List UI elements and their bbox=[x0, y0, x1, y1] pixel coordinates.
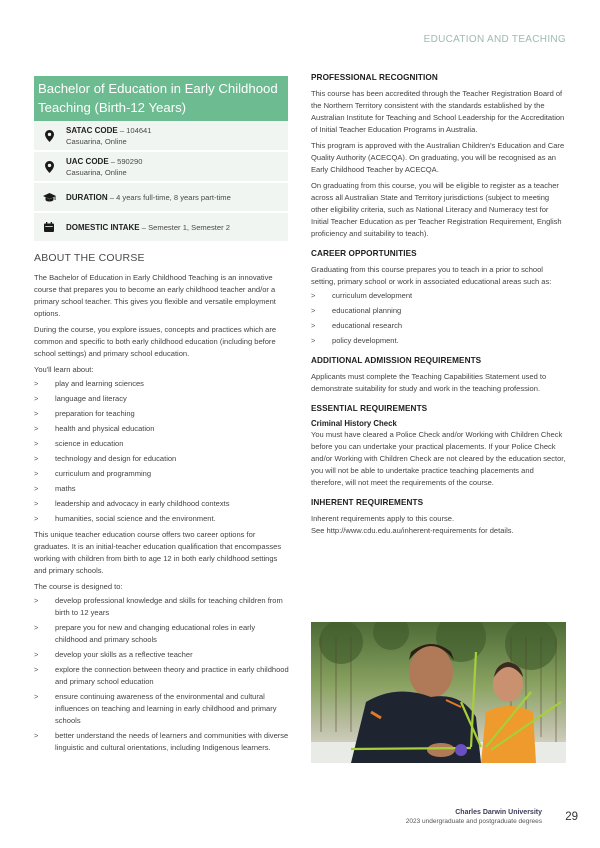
chevron-right-icon: > bbox=[34, 484, 39, 493]
designed-list bbox=[34, 595, 289, 754]
chevron-right-icon: > bbox=[34, 469, 39, 478]
chevron-right-icon: > bbox=[34, 439, 39, 448]
info-row-satac bbox=[34, 121, 288, 152]
list-item: > educational planning bbox=[311, 306, 402, 315]
professional-recognition-para-2: This program is approved with the Australian Children's Education and Care Quality Authority (ACECQA). On graduating, you will be recognised as an Early Childhood Teacher by ACECQA. bbox=[311, 141, 565, 174]
chevron-right-icon: > bbox=[311, 306, 316, 315]
list-item: > policy development. bbox=[311, 336, 399, 345]
list-item: > better understand the needs of learners and communities with diverse linguistic and cultural orientations, including Indigenous learners. bbox=[34, 731, 289, 752]
left-column bbox=[34, 76, 289, 757]
list-item: > science in education bbox=[34, 439, 124, 448]
info-row-intake bbox=[34, 213, 288, 243]
chevron-right-icon: > bbox=[34, 424, 39, 433]
course-info-box bbox=[34, 76, 288, 243]
professional-recognition-title: PROFESSIONAL RECOGNITION bbox=[311, 73, 438, 82]
additional-admission-title: ADDITIONAL ADMISSION REQUIREMENTS bbox=[311, 356, 482, 365]
chevron-right-icon: > bbox=[34, 692, 39, 701]
list-item: > explore the connection between theory and practice in early childhood and primary school education bbox=[34, 665, 289, 686]
list-item: > humanities, social science and the environment. bbox=[34, 514, 216, 523]
uac-campus: Casuarina, Online bbox=[66, 167, 127, 177]
list-item: > health and physical education bbox=[34, 424, 155, 433]
graduation-cap-icon bbox=[38, 193, 60, 202]
chevron-right-icon: > bbox=[34, 596, 39, 605]
footer-subtitle: 2023 undergraduate and postgraduate degrees bbox=[405, 818, 542, 825]
list-item: > maths bbox=[34, 484, 76, 493]
designed-intro: The course is designed to: bbox=[34, 582, 123, 591]
list-item: > language and literacy bbox=[34, 394, 127, 403]
duration-value: – 4 years full-time, 8 years part-time bbox=[107, 192, 231, 202]
chevron-right-icon: > bbox=[34, 514, 39, 523]
satac-label: SATAC CODE bbox=[66, 125, 118, 135]
list-item: > prepare you for new and changing educational roles in early childhood and primary schools bbox=[34, 623, 256, 644]
learn-list bbox=[34, 378, 289, 525]
inherent-requirements-line-1: Inherent requirements apply to this course. See http://www.cdu.edu.au/inherent-requirements for details. bbox=[311, 514, 514, 535]
running-head: EDUCATION AND TEACHING bbox=[423, 34, 566, 45]
chevron-right-icon: > bbox=[34, 623, 39, 632]
chevron-right-icon: > bbox=[311, 321, 316, 330]
about-title: ABOUT THE COURSE bbox=[34, 252, 145, 264]
info-row-uac bbox=[34, 152, 288, 183]
list-item: > develop professional knowledge and skills for teaching children from birth to 12 years bbox=[34, 596, 283, 617]
learn-intro: You'll learn about: bbox=[34, 365, 94, 374]
footer-university: Charles Darwin University bbox=[455, 809, 542, 816]
list-item: > preparation for teaching bbox=[34, 409, 135, 418]
chevron-right-icon: > bbox=[34, 731, 39, 740]
list-item: > curriculum development bbox=[311, 291, 413, 300]
additional-admission-text: Applicants must complete the Teaching Capabilities Statement used to demonstrate suitability for study and work in the teaching profession. bbox=[311, 372, 547, 393]
career-title: CAREER OPPORTUNITIES bbox=[311, 249, 417, 258]
chevron-right-icon: > bbox=[34, 409, 39, 418]
intake-label: DOMESTIC INTAKE bbox=[66, 222, 140, 232]
uac-label: UAC CODE bbox=[66, 156, 109, 166]
right-column bbox=[311, 72, 567, 537]
chevron-right-icon: > bbox=[34, 394, 39, 403]
chevron-right-icon: > bbox=[34, 665, 39, 674]
about-para-2: During the course, you explore issues, concepts and practices which are common and specific to both early childhood education (including before school settings) and primary school education. bbox=[34, 325, 277, 358]
page-number: 29 bbox=[565, 811, 578, 823]
chevron-right-icon: > bbox=[34, 499, 39, 508]
uac-value: – 590290 bbox=[108, 156, 143, 166]
list-item: > develop your skills as a reflective teacher bbox=[34, 650, 193, 659]
satac-value: – 104641 bbox=[117, 125, 152, 135]
chevron-right-icon: > bbox=[34, 650, 39, 659]
list-item: > ensure continuing awareness of the environmental and cultural influences on teaching and learning in early childhood and primary schools bbox=[34, 692, 277, 725]
chevron-right-icon: > bbox=[311, 336, 316, 345]
professional-recognition-para-1: This course has been accredited through the Teacher Registration Board of the Northern Territory consistent with the standards established by the Australian Institute for Teaching and School Leadership for the Accreditation of Initial Teacher Education Programs in Australia. bbox=[311, 89, 565, 134]
list-item: > educational research bbox=[311, 321, 403, 330]
career-intro: Graduating from this course prepares you to teach in a prior to school setting, primary school or work in associated educational areas such as: bbox=[311, 265, 552, 286]
essential-requirements-text: You must have cleared a Police Check and/or Working with Children Check before you can undertake your practical placements. If your Police Check and/or Working with Children Check are not cleared by the education sector, you will not be able to undertake practice teaching placements and therefore, will not meet the requirements of the course. bbox=[311, 430, 566, 487]
duration-label: DURATION bbox=[66, 192, 108, 202]
course-photo bbox=[311, 622, 566, 763]
info-row-duration bbox=[34, 183, 288, 213]
chevron-right-icon: > bbox=[311, 291, 316, 300]
inherent-requirements-title: INHERENT REQUIREMENTS bbox=[311, 498, 424, 507]
satac-campus: Casuarina, Online bbox=[66, 136, 127, 146]
location-pin-icon bbox=[38, 161, 60, 173]
criminal-history-check-title: Criminal History Check bbox=[311, 419, 397, 428]
list-item: > curriculum and programming bbox=[34, 469, 152, 478]
calendar-icon bbox=[38, 222, 60, 232]
photo-illustration bbox=[311, 622, 566, 763]
about-para-1: The Bachelor of Education in Early Childhood Teaching is an innovative course that prepares you to become an early childhood teacher and/or a primary school teacher. This gives you flexible and versatile employment options. bbox=[34, 273, 276, 318]
career-list bbox=[311, 290, 567, 347]
list-item: > leadership and advocacy in early childhood contexts bbox=[34, 499, 230, 508]
intake-value: – Semester 1, Semester 2 bbox=[139, 222, 230, 232]
list-item: > technology and design for education bbox=[34, 454, 177, 463]
course-title: Bachelor of Education in Early Childhood Teaching (Birth-12 Years) bbox=[34, 76, 288, 121]
essential-requirements-title: ESSENTIAL REQUIREMENTS bbox=[311, 404, 428, 413]
chevron-right-icon: > bbox=[34, 379, 39, 388]
location-pin-icon bbox=[38, 130, 60, 142]
footer bbox=[406, 808, 542, 826]
professional-recognition-para-3: On graduating from this course, you will be eligible to register as a teacher across all Australian State and Territory jurisdictions (subject to meeting other eligibility criteria, such as National Literacy and Numeracy test for Initial Teacher Education as per Teacher Registration Requirement, English proficiency and suitability to teach). bbox=[311, 181, 562, 238]
list-item: > play and learning sciences bbox=[34, 379, 144, 388]
chevron-right-icon: > bbox=[34, 454, 39, 463]
about-para-3: This unique teacher education course offers two career options for graduates. It is an initial-teacher education qualification that encompasses working with children from birth to age 12 in both early childhood settings and primary schools. bbox=[34, 530, 282, 575]
inherent-requirements-link[interactable]: See http://www.cdu.edu.au/inherent-requirements for details. bbox=[311, 526, 514, 535]
